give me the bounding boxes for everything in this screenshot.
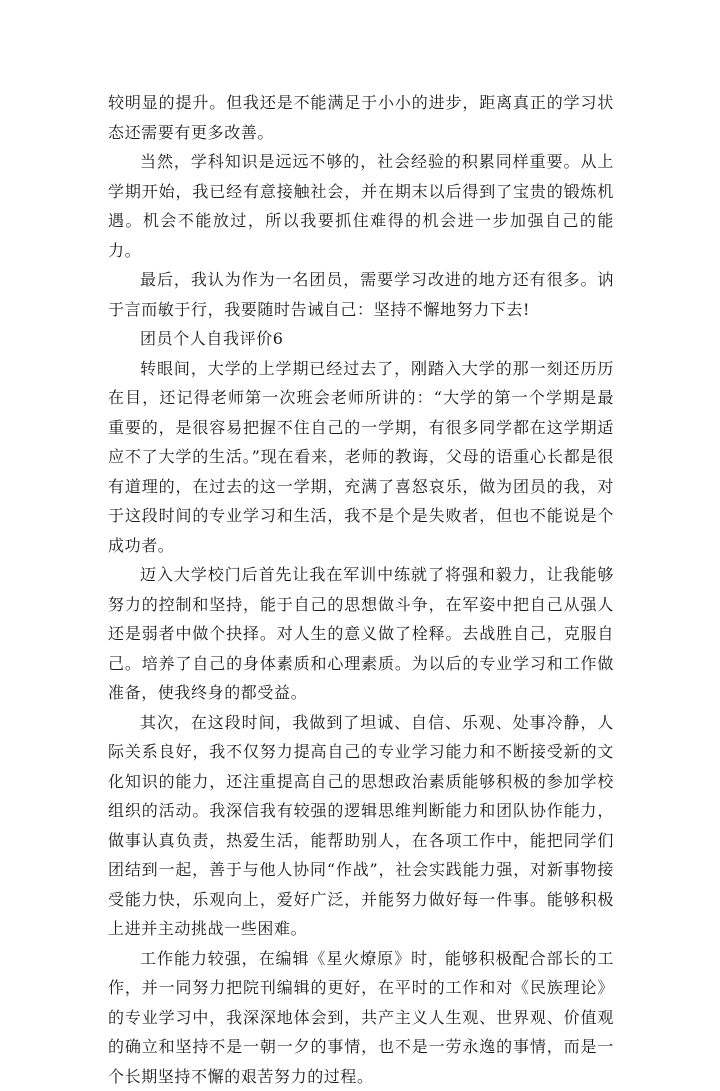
document-body (108, 88, 614, 1091)
paragraph-continuation: 较明显的提升。但我还是不能满足于小小的进步，距离真正的学习状态还需要有更多改善。 (108, 88, 614, 147)
paragraph-intro: 转眼间，大学的上学期已经过去了，刚踏入大学的那一刻还历历在目，还记得老师第一次班会老师所讲的：“大学的第一个学期是最重要的，是很容易把握不住自己的一学期，有很多同学都在这学期适应不了大学的生活。”现在看来，老师的教诲，父母的语重心长都是很有道理的，在过去的这一学期，充满了喜怒哀乐，做为团员的我，对于这段时间的专业学习和生活，我不是个是失败者，但也不能说是个成功者。 (108, 354, 614, 561)
paragraph-social-experience: 当然，学科知识是远远不够的，社会经验的积累同样重要。从上学期开始，我已经有意接触社会，并在期末以后得到了宝贵的锻炼机遇。机会不能放过，所以我要抓住难得的机会进一步加强自己的能力。 (108, 147, 614, 265)
paragraph-conclusion: 最后，我认为作为一名团员，需要学习改进的地方还有很多。讷于言而敏于行，我要随时告诫自己：坚持不懈地努力下去! (108, 265, 614, 324)
paragraph-abilities: 其次，在这段时间，我做到了坦诚、自信、乐观、处事冷静，人际关系良好，我不仅努力提高自己的专业学习能力和不断接受新的文化知识的能力，还注重提高自己的思想政治素质能够积极的参加学校组织的活动。我深信我有较强的逻辑思维判断能力和团队协作能力，做事认真负责，热爱生活，能帮助别人，在各项工作中，能把同学们团结到一起，善于与他人协同“作战”，社会实践能力强，对新事物接受能力快，乐观向上，爱好广泛，并能努力做好每一件事。能够积极上进并主动挑战一些困难。 (108, 708, 614, 944)
paragraph-military-training: 迈入大学校门后首先让我在军训中练就了将强和毅力，让我能够努力的控制和坚持，能于自己的思想做斗争，在军姿中把自己从强人还是弱者中做个抉择。对人生的意义做了栓释。去战胜自己，克服自己。培养了自己的身体素质和心理素质。为以后的专业学习和工作做准备，使我终身的都受益。 (108, 560, 614, 708)
paragraph-work-ability: 工作能力较强，在编辑《星火燎原》时，能够积极配合部长的工作，并一同努力把院刊编辑的更好，在平时的工作和对《民族理论》的专业学习中，我深深地体会到，共产主义人生观、世界观、价值观的确立和坚持不是一朝一夕的事情，也不是一劳永逸的事情，而是一个长期坚持不懈的艰苦努力的过程。 (108, 944, 614, 1091)
section-heading: 团员个人自我评价6 (108, 324, 614, 354)
